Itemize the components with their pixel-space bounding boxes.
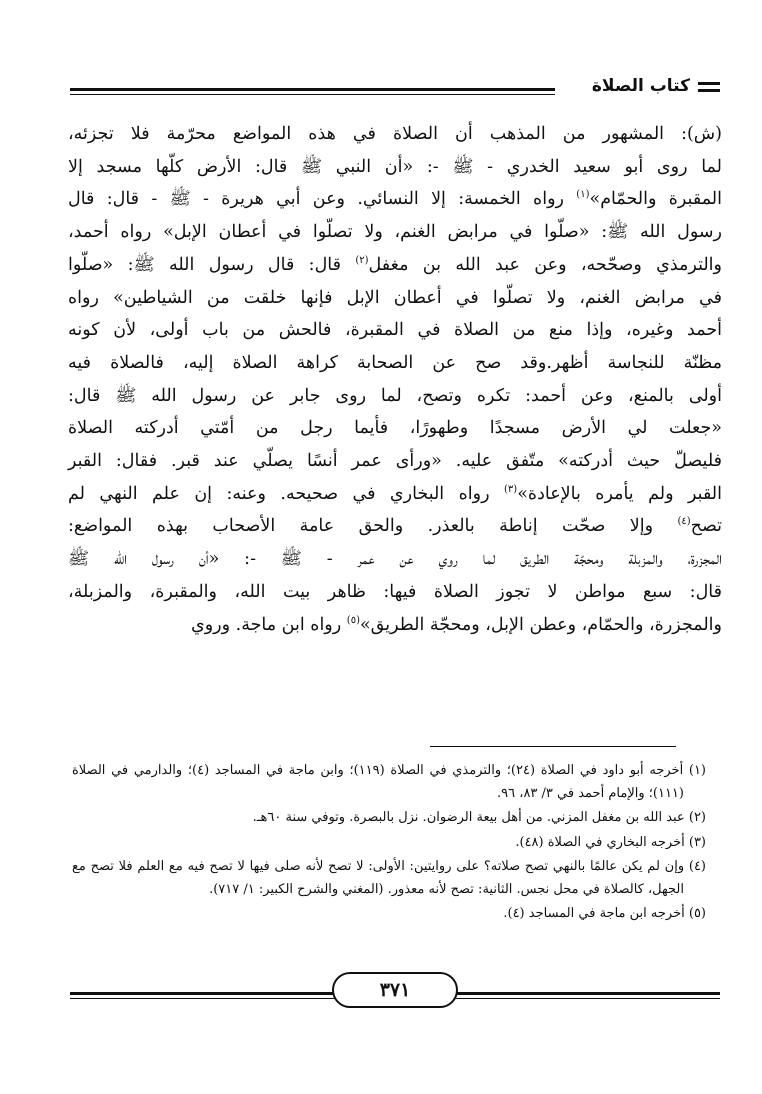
text-line: القبر ولم يأمره بالإعادة»$^{(٣)}$ رواه البخاري في صحيحه. وعنه: إن علم النهي لم xyxy=(68,483,722,504)
main-text xyxy=(68,118,722,641)
running-header xyxy=(70,72,720,102)
header-rule-thick xyxy=(70,88,555,91)
footnote-4: (٤) وإن لم يكن عالمًا بالنهي تصح صلاته؟ على روايتين: الأولى: لا تصح لأنه صلى فيها لا تصح فيه مع العلم فلا تصح مع الجهل، كالصلاة في محل نجس. الثانية: تصح لأنه معذور. (المغني والشرح الكبير: ١/ ٧١٧). xyxy=(72,859,706,897)
footnote-2: (٢) عبد الله بن مغفل المزني. من أهل بيعة الرضوان. نزل بالبصرة. وتوفي سنة ٦٠هـ. xyxy=(252,810,706,825)
footnote-marker-1[interactable]: (١) xyxy=(576,189,590,201)
footnote-3: (٣) أخرجه البخاري في الصلاة (٤٨). xyxy=(515,834,706,850)
footnote-marker-4[interactable]: (٤) xyxy=(677,516,691,528)
text-line: لما روى أبو سعيد الخدري - ﷺ -: «أن النبي ﷺ قال: الأرض كلّها مسجد إلا xyxy=(68,156,722,177)
footnote-1: (١) أخرجه أبو داود في الصلاة (٢٤)؛ والترمذي في الصلاة (١١٩)؛ وابن ماجة في المساجد (٤)؛ والدارمي في الصلاة (١١١)؛ والإمام أحمد في ٣/ ٨٣، ٩٦. xyxy=(72,763,706,801)
text-line: تصح$^{(٤)}$ وإلا صحّت إناطة بالعذر. والحق عامة الأصحاب بهذه المواضع: xyxy=(68,516,722,537)
header-ornament xyxy=(698,82,720,92)
text-line: والمجزرة، والحمّام، وعطن الإبل، ومحجّة الطريق»$^{(٥)}$ رواه ابن ماجة. وروي xyxy=(191,614,722,635)
text-line: المقبرة والحمّام»$^{(١)}$ رواه الخمسة: إلا النسائي. وعن أبي هريرة - ﷺ - قال: قال xyxy=(68,189,723,210)
footnote-marker-2[interactable]: (٢) xyxy=(355,254,369,266)
page-number: ٣٧١ xyxy=(332,972,458,1008)
text-line: المجزرة، والمزبلة ومحجّة الطريق لما روي عن عمر - ﷺ -: «أن رسول الله ﷺ xyxy=(68,549,722,570)
footnote-separator xyxy=(430,746,676,747)
text-line: أولى بالمنع، وعن أحمد: تكره وتصح، لما روى جابر عن رسول الله ﷺ قال: xyxy=(68,385,722,406)
page-footer xyxy=(70,972,720,1012)
footnotes xyxy=(72,760,706,928)
text-line: قال: سبع مواطن لا تجوز الصلاة فيها: ظاهر بيت الله، والمقبرة، والمزبلة، xyxy=(68,581,722,602)
text-line: فليصلّ حيث أدركته» متّفق عليه. «ورأى عمر أنسًا يصلّي عند قبر. فقال: القبر xyxy=(68,451,722,472)
text-line: (ش): المشهور من المذهب أن الصلاة في هذه المواضع محرّمة فلا تجزئه، xyxy=(68,124,722,144)
header-rule-thin xyxy=(70,94,555,95)
text-line: أحمد وغيره، وإذا منع من الصلاة في المقبرة، فالحش من باب أولى، لأن كونه xyxy=(68,320,722,341)
footnote-5: (٥) أخرجه ابن ماجة في المساجد (٤). xyxy=(503,906,706,921)
footnote-marker-3[interactable]: (٣) xyxy=(504,483,518,495)
text-line: مظنّة للنجاسة أظهر.وقد صح عن الصحابة كراهة الصلاة إليه، فالصلاة فيه xyxy=(68,352,722,373)
footnote-marker-5[interactable]: (٥) xyxy=(346,614,360,626)
text-line: في مرابض الغنم، ولا تصلّوا في أعطان الإبل فإنها خلقت من الشياطين» رواه xyxy=(68,287,722,308)
text-line: «جعلت لي الأرض مسجدًا وطهورًا، فأيما رجل من أمّتي أدركته الصلاة xyxy=(68,418,722,439)
text-line: والترمذي وصحّحه، وعن عبد الله بن مغفل$^{(٢)}$ قال: قال رسول الله ﷺ: «صلّوا xyxy=(68,254,722,275)
text-line: رسول الله ﷺ: «صلّوا في مرابض الغنم، ولا تصلّوا في أعطان الإبل» رواه أحمد، xyxy=(68,222,722,243)
chapter-title: كتاب الصلاة xyxy=(591,76,690,96)
